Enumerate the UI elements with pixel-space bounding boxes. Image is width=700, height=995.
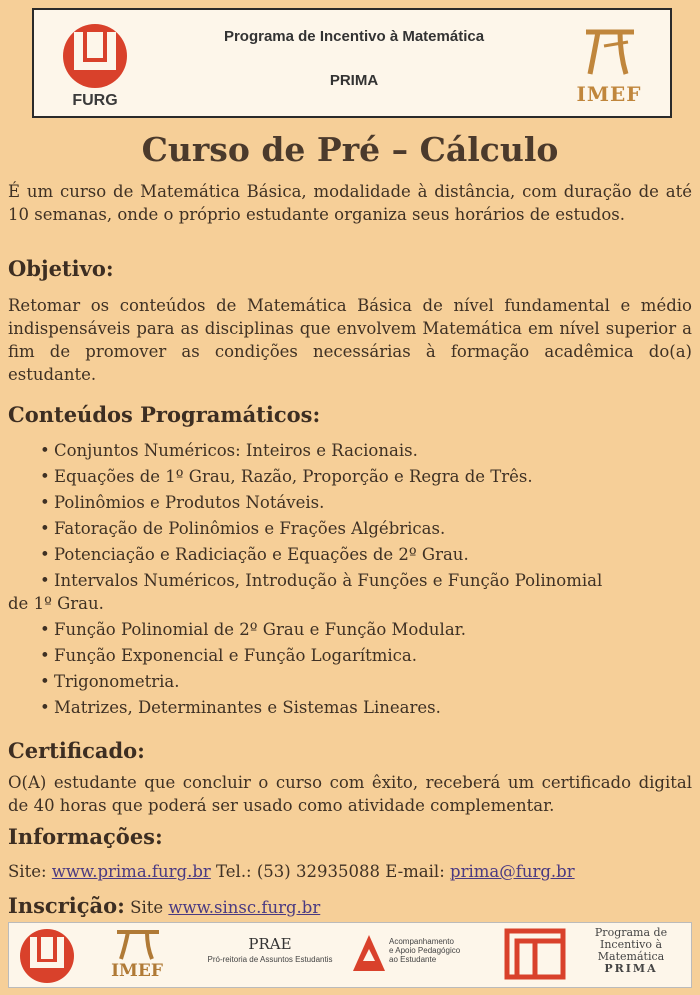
contents-list [8, 439, 690, 722]
list-item: • Conjuntos Numéricos: Inteiros e Racionais. [40, 441, 418, 460]
prima-email-link[interactable]: prima@furg.br [450, 862, 575, 881]
furg-emblem-icon [17, 927, 77, 985]
imef-emblem-icon [564, 24, 654, 82]
footer-furg-logo [17, 927, 77, 985]
registration-heading: Inscrição: [8, 893, 125, 918]
list-item: • Trigonometria. [40, 672, 180, 691]
list-item: • Matrizes, Determinantes e Sistemas Lineares. [40, 698, 441, 717]
list-item-continuation: de 1º Grau. [8, 594, 104, 613]
site-label: Site: [8, 862, 47, 881]
list-item: • Potenciação e Radiciação e Equações de 2º Grau. [40, 545, 469, 564]
prae-subtitle: Pró-reitoria de Assuntos Estudantis [207, 955, 333, 964]
list-item: • Equações de 1º Grau, Razão, Proporção e Regra de Três. [40, 467, 533, 486]
course-title: Curso de Pré – Cálculo [141, 130, 559, 169]
apoio-emblem-icon [349, 931, 389, 975]
apoio-text: Acompanhamento e Apoio Pedagógico ao Estudante [389, 937, 461, 964]
certificate-heading: Certificado: [8, 738, 145, 763]
program-acronym: PRIMA [329, 72, 379, 89]
list-item: • Polinômios e Produtos Notáveis. [40, 493, 325, 512]
objective-text: Retomar os conteúdos de Matemática Básica de nível fundamental e médio indispensáveis para as disciplinas que envolvem Matemática em nível superior a fim de promover as condições necessárias à formação acadêmica do(a) estudante. [8, 296, 692, 384]
footer-imef-logo [97, 927, 177, 985]
header-box [32, 8, 672, 118]
tel-number: (53) 32935088 [256, 862, 380, 881]
tel-label: Tel.: [216, 862, 252, 881]
prima-site-link[interactable]: www.prima.furg.br [51, 862, 211, 881]
email-label: E-mail: [385, 862, 445, 881]
footer-logos [8, 922, 692, 988]
footer-apoio-logo [349, 931, 499, 981]
imef-logo [564, 24, 654, 110]
objective-heading: Objetivo: [8, 256, 114, 281]
program-title: Programa de Incentivo à Matemática [223, 28, 485, 45]
prima-footer-text: Programa de Incentivo à Matemática PRIMA [594, 926, 668, 975]
furg-logo [54, 22, 136, 114]
list-item: • Fatoração de Polinômios e Frações Algébricas. [40, 519, 446, 538]
list-item: • Função Polinomial de 2º Grau e Função Modular. [40, 620, 466, 639]
prae-title: PRAE [248, 935, 292, 953]
footer-prima-logo [503, 927, 689, 985]
furg-logo-text: FURG [72, 92, 118, 109]
footer-prae-logo [195, 935, 345, 964]
registration-site-label: Site [130, 898, 164, 917]
imef-logo-text: IMEF [576, 82, 642, 106]
contents-heading: Conteúdos Programáticos: [8, 402, 321, 427]
course-intro: É um curso de Matemática Básica, modalidade à distância, com duração de até 10 semanas, onde o próprio estudante organiza seus horários de estudos. [8, 182, 692, 224]
imef-emblem-icon [97, 927, 177, 963]
prima-emblem-icon [503, 927, 569, 981]
furg-emblem-icon [54, 22, 136, 92]
certificate-text: O(A) estudante que concluir o curso com êxito, receberá um certificado digital de 40 horas que poderá ser usado como atividade complementar. [8, 773, 692, 815]
list-item: • Intervalos Numéricos, Introdução à Funções e Função Polinomial [40, 571, 603, 590]
registration-line [8, 893, 320, 918]
sinsc-site-link[interactable]: www.sinsc.furg.br [168, 898, 321, 917]
list-item: • Função Exponencial e Função Logarítmica. [40, 646, 417, 665]
info-heading: Informações: [8, 824, 163, 849]
info-line [8, 862, 698, 881]
footer-imef-text: IMEF [111, 961, 163, 981]
